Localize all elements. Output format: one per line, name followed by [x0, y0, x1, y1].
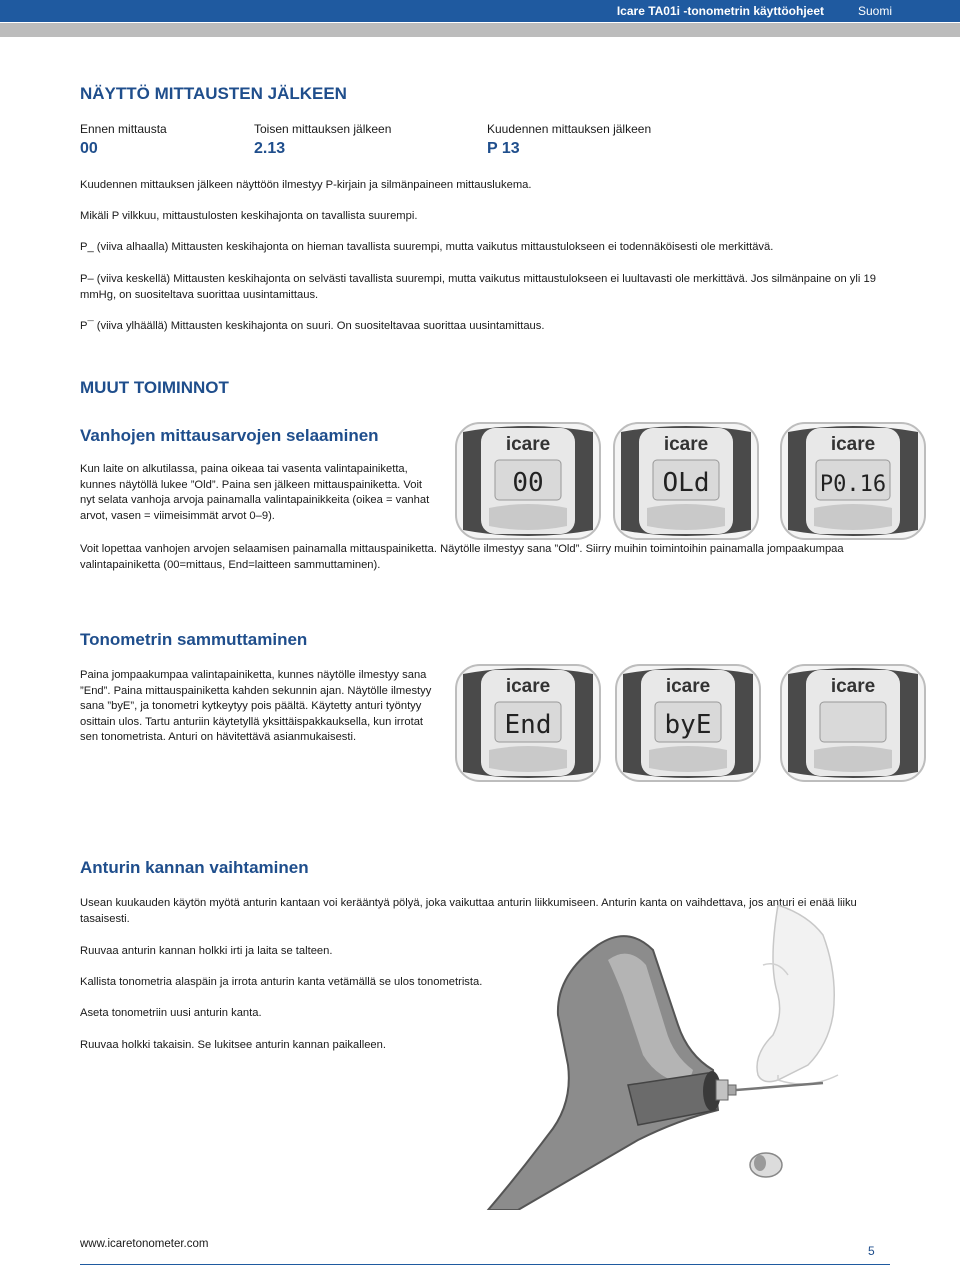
document-title: Icare TA01i -tonometrin käyttöohjeet: [616, 4, 824, 18]
column-value-before: 00: [80, 140, 98, 157]
subheading-shutdown: Tonometrin sammuttaminen: [80, 630, 308, 649]
page-number: 5: [868, 1244, 875, 1258]
svg-text:P0.16: P0.16: [819, 472, 887, 497]
paragraph: Usean kuukauden käytön myötä anturin kantaan voi kerääntyä pölyä, joka vaikuttaa anturin liikkumiseen. Anturin kanta on vaihdettava, jos anturi ei enää liiku tasaisesti.: [80, 897, 857, 925]
paragraph: Kun laite on alkutilassa, paina oikeaa tai vasenta valintapainiketta, kunnes näytöllä lukee ”Old”. Paina sen jälkeen mittauspainiketta. Voit nyt selata vanhoja arvoja painamalla valintapainikkeita (oikea = vanhat arvot, vasen = viimeisimmät arvot 0–9).: [80, 463, 430, 522]
column-value-second: 2.13: [254, 140, 286, 157]
subheading-browse: Vanhojen mittausarvojen selaaminen: [80, 426, 379, 445]
subheading-probe-base: Anturin kannan vaihtaminen: [80, 858, 309, 877]
device-display-p016: [780, 422, 926, 540]
device-display-bye: [615, 664, 761, 782]
paragraph: Ruuvaa anturin kannan holkki irti ja laita se talteen.: [80, 945, 333, 957]
paragraph: P_ (viiva alhaalla) Mittausten keskihajonta on hieman tavallista suurempi, mutta vaikutus mittaustulokseen ei todennäköisesti ole merkittävä.: [80, 241, 774, 253]
device-display-end: [455, 664, 601, 782]
svg-text:byE: byE: [664, 710, 712, 740]
paragraph: Kallista tonometria alaspäin ja irrota anturin kanta vetämällä se ulos tonometrista.: [80, 976, 483, 988]
device-display-old: [613, 422, 759, 540]
device-display-blank: [780, 664, 926, 782]
paragraph: P¯ (viiva ylhäällä) Mittausten keskihajonta on suuri. On suositeltavaa suorittaa uusintamittaus.: [80, 320, 545, 332]
svg-text:icare: icare: [830, 434, 876, 455]
footer-rule: [80, 1264, 890, 1265]
language-label: Suomi: [857, 4, 892, 18]
paragraph: Mikäli P vilkkuu, mittaustulosten keskihajonta on tavallista suurempi.: [80, 210, 418, 222]
device-display-00: [455, 422, 601, 540]
section-heading-display: NÄYTTÖ MITTAUSTEN JÄLKEEN: [80, 84, 347, 103]
footer-url: www.icaretonometer.com: [80, 1238, 209, 1250]
header-separator: [0, 23, 960, 37]
svg-text:icare: icare: [505, 676, 551, 697]
paragraph: Voit lopettaa vanhojen arvojen selaamisen painamalla mittauspainiketta. Näytölle ilmestyy sana ”Old”. Siirry muihin toimintoihin painamalla jompaakumpaa valintapainiketta (00=mittaus, End=laitteen sammuttaminen).: [80, 543, 844, 571]
paragraph: P– (viiva keskellä) Mittausten keskihajonta on selvästi tavallista suurempi, mutta vaikutus mittaustulokseen ei luultavasti ole merkittävä. Jos silmänpaine on yli 19 mmHg, on suositeltava suorittaa uusintamittaus.: [80, 273, 876, 301]
section-heading-other: MUUT TOIMINNOT: [80, 378, 229, 397]
paragraph: Aseta tonometriin uusi anturin kanta.: [80, 1007, 262, 1019]
tonometer-illustration: [478, 905, 868, 1210]
svg-text:End: End: [504, 710, 552, 740]
svg-text:00: 00: [512, 468, 544, 498]
top-banner: [0, 0, 960, 22]
svg-text:icare: icare: [505, 434, 551, 455]
svg-text:OLd: OLd: [662, 468, 710, 498]
paragraph: Ruuvaa holkki takaisin. Se lukitsee anturin kannan paikalleen.: [80, 1039, 386, 1051]
svg-text:icare: icare: [830, 676, 876, 697]
column-label-before: Ennen mittausta: [80, 122, 167, 136]
svg-text:icare: icare: [663, 434, 709, 455]
paragraph: Paina jompaakumpaa valintapainiketta, kunnes näytölle ilmestyy sana ”End”. Paina mittauspainiketta kahden sekunnin ajan. Näytölle ilmestyy sana ”byE”, ja tonometri kytkeytyy pois päältä. Käytetty anturi työntyy osittain ulos. Tartu anturiin käytetyllä yksittäispakkauksella, kun irrotat sen tonometrista. Anturi on hävitettävä asianmukaisesti.: [80, 669, 432, 743]
column-label-sixth: Kuudennen mittauksen jälkeen: [487, 122, 652, 136]
svg-text:icare: icare: [665, 676, 711, 697]
column-value-sixth: P 13: [487, 140, 520, 157]
column-label-second: Toisen mittauksen jälkeen: [254, 122, 392, 136]
paragraph: Kuudennen mittauksen jälkeen näyttöön ilmestyy P-kirjain ja silmänpaineen mittauslukema.: [80, 179, 532, 191]
